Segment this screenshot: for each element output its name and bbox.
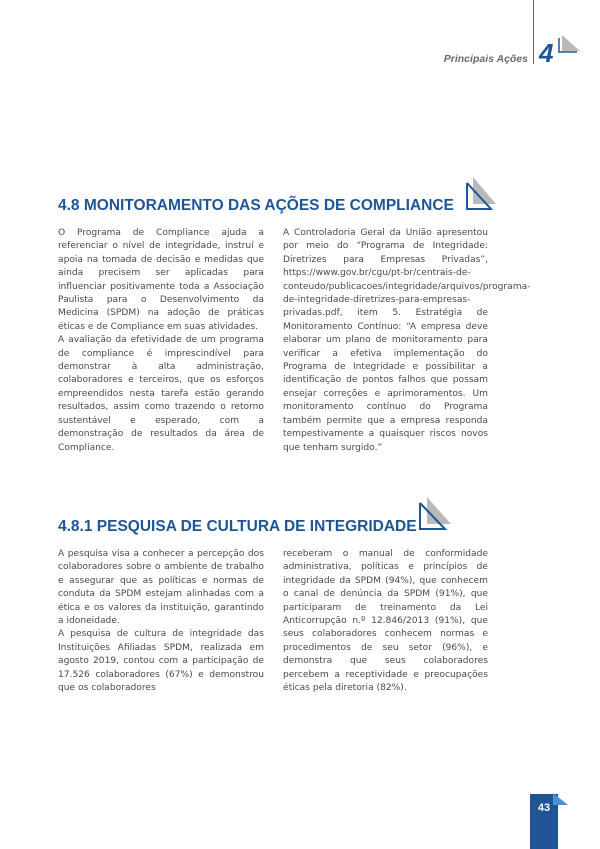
chapter-triangle-icon [558,35,582,53]
paragraph: A Controladoria Geral da União apresentou por meio do “Programa de Integridade: Diretrizes para Empresas Privadas”, https://www.gov.br/cgu/pt-br/centrais-de-conteudo/publicacoes/integridade/arquivos/programa-de-integridade-diretrizes-para-empresas-privadas.pdf, item 5. Estratégia de Monitoramento Contínuo: “A empresa deve elaborar um plano de monitoramento para verificar a efetiva implementação do Programa de Integridade e possibilitar a identificação de pontos falhos que possam ensejar correções e aprimoramentos. Um monitoramento contínuo do Programa também permite que a empresa responda tempestivamente a quaisquer riscos novos que tenham surgido.” [283,228,531,453]
chapter-number: 4 [539,38,554,68]
paragraph: receberam o manual de conformidade administrativa, políticas e princípios de integridade da SPDM (94%), que conhecem o canal de denúncia da SPDM (91%), que participaram de treinamento da Lei Anticorrupção n.º 12.846/2013 (91%), que seus colaboradores conhecem normas e procedimentos de seu setor (96%), e demonstra que seus colaboradores percebem a receptividade e preocupações éticas pela diretoria (82%). [283,549,488,694]
section-triangle-icon [465,177,497,211]
paragraph: A pesquisa visa a conhecer a percepção dos colaboradores sobre o ambiente de trabalho e assegurar que as políticas e normas de conduta da SPDM estejam alinhadas com a ética e os valores da instituição, garantindo a idoneidade. [58,549,264,627]
section-1-column-2 [283,227,531,455]
section-2-column-2 [283,548,488,695]
paragraph: A pesquisa de cultura de integridade das Instituições Afiliadas SPDM, realizada em agosto 2019, contou com a participação de 17.526 colaboradores (67%) e demonstrou que os colaboradores [58,629,264,694]
page-corner-triangle-icon [553,793,569,807]
section-triangle-icon [418,497,452,531]
paragraph: A avaliação da efetividade de um programa de compliance é imprescindível para demonstrar à alta administração, colaboradores e terceiros, que os esforços empreendidos nesta tarefa estão gerando resultados, assim como trazendo o retorno sustentável e esperado, com a demonstração de resultados da área de Compliance. [58,335,264,453]
section-2-column-1 [58,548,264,695]
section-title-monitoramento: 4.8 MONITORAMENTO DAS AÇÕES DE COMPLIANCE [58,197,454,214]
paragraph: O Programa de Compliance ajuda a referenciar o nível de integridade, instruí e apoia na tomada de decisão e medidas que ainda precisem ser aplicadas para influenciar positivamente toda a Associação Paulista para o Desenvolvimento da Medicina (SPDM) na adoção de práticas éticas e de Compliance em suas atividades. [58,228,264,332]
chapter-section-label: Principais Ações [443,53,528,65]
section-1-column-1 [58,227,264,455]
header-divider-line [533,0,534,64]
page-number: 43 [537,802,551,814]
section-title-pesquisa-cultura: 4.8.1 PESQUISA DE CULTURA DE INTEGRIDADE [58,518,417,535]
